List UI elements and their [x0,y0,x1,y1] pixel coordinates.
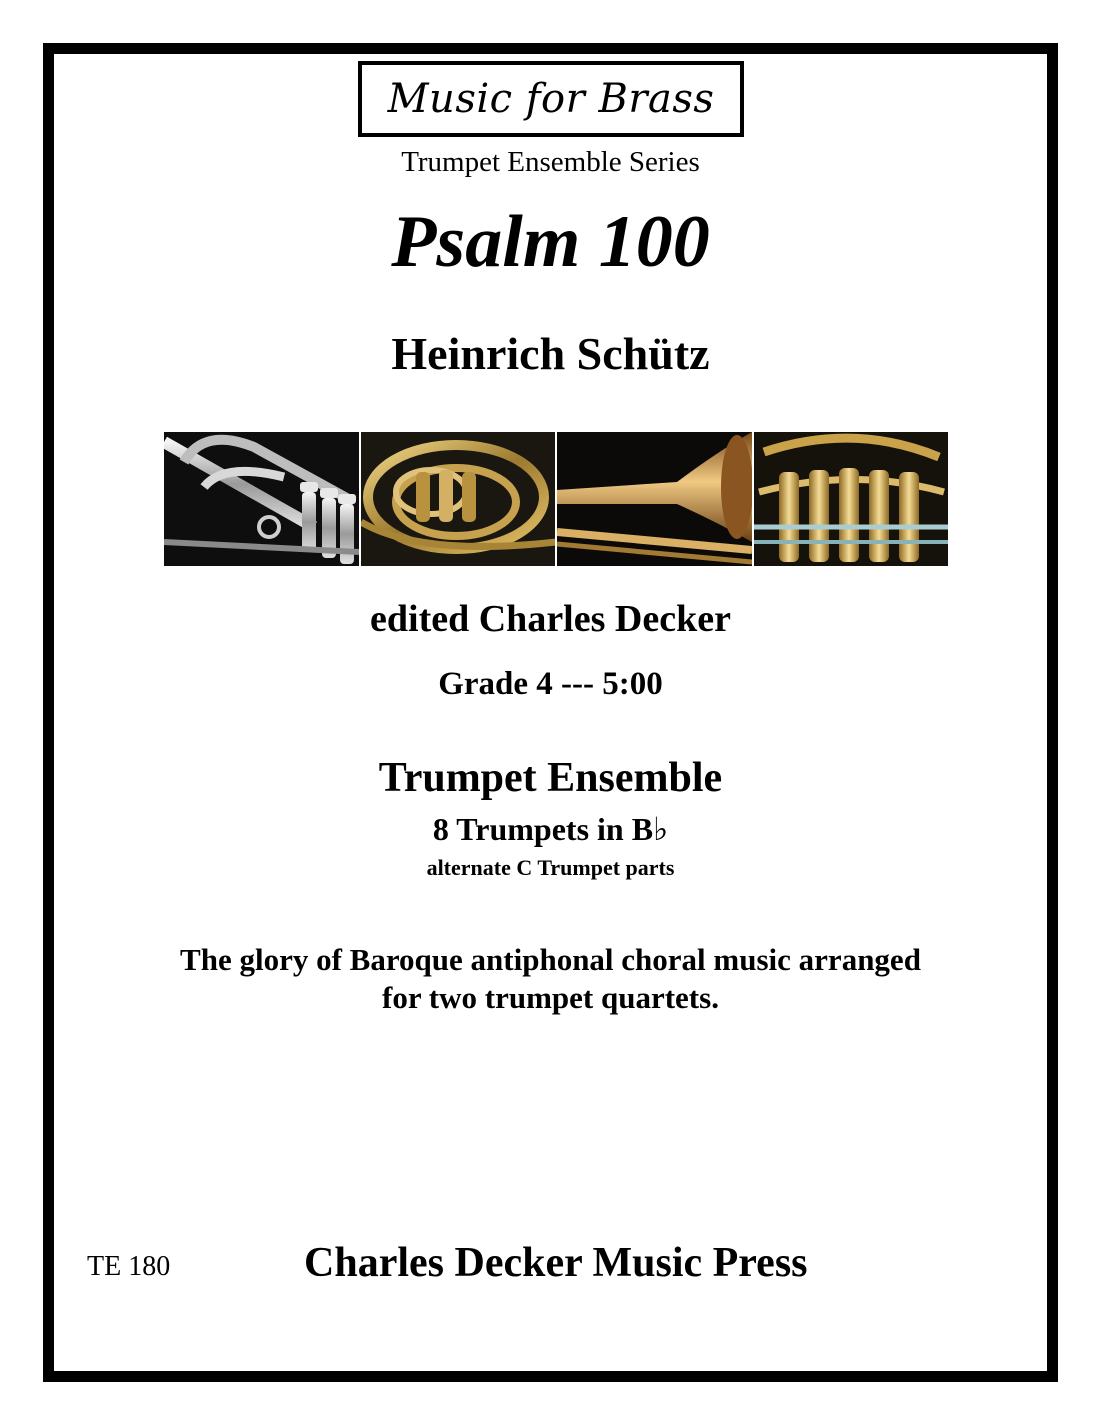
grade-duration: Grade 4 --- 5:00 [438,666,663,702]
series-logo [358,61,744,137]
description-line-2: for two trumpet quartets. [382,980,719,1015]
publisher-name: Charles Decker Music Press [304,1240,808,1286]
description-line-1: The glory of Baroque antiphonal choral music arranged [180,942,921,977]
series-name: Trumpet Ensemble Series [401,146,700,178]
french-horn-photo [361,432,556,566]
trumpet-photo [164,432,359,566]
logo-text: Music for Brass [387,76,715,122]
composer-name: Heinrich Schütz [391,328,710,379]
tuba-photo [754,432,949,566]
trombone-photo [557,432,752,566]
catalog-number: TE 180 [87,1251,171,1282]
alternate-parts: alternate C Trumpet parts [426,855,675,880]
description [0,941,1101,1017]
editor-credit: edited Charles Decker [370,598,731,640]
instrument-photo-strip [164,432,948,566]
instrumentation: 8 Trumpets in B♭ [432,811,669,847]
ensemble-type: Trumpet Ensemble [378,755,723,801]
work-title: Psalm 100 [391,201,710,283]
